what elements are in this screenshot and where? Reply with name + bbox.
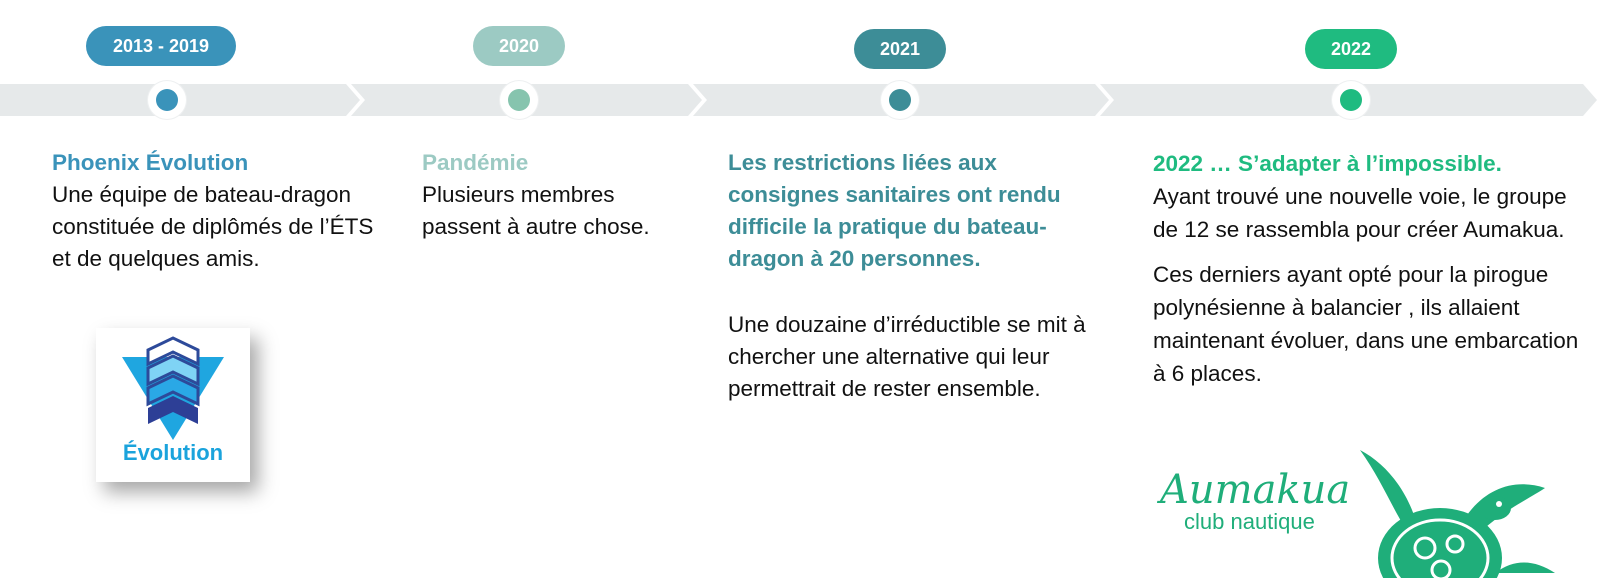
milestone-text-4 [1153, 147, 1581, 390]
milestone-title: 2022 … S’adapter à l’impossible. [1153, 151, 1502, 176]
period-pill-1: 2013 - 2019 [86, 26, 236, 66]
milestone-title: Les restrictions liées aux consignes sanitaires ont rendu difficile la pratique du bateau-dragon à 20 personnes. [728, 150, 1061, 271]
sea-turtle-icon [1345, 448, 1565, 578]
milestone-dot-3 [881, 81, 919, 119]
milestone-description: Une équipe de bateau-dragon constituée de diplômés de l’ÉTS et de quelques amis. [52, 182, 374, 271]
aumakua-logo-title: Aumakua [1160, 467, 1351, 513]
milestone-dot-2 [500, 81, 538, 119]
milestone-description: Plusieurs membres passent à autre chose. [422, 182, 650, 239]
period-pill-2: 2020 [473, 26, 565, 66]
milestone-description: Ayant trouvé une nouvelle voie, le groupe de 12 se rassembla pour créer Aumakua. [1153, 184, 1567, 242]
milestone-text-3 [728, 147, 1103, 405]
aumakua-logo-subtitle: club nautique [1184, 509, 1315, 534]
period-pill-4: 2022 [1305, 29, 1397, 69]
milestone-dot-1 [148, 81, 186, 119]
aumakua-logo [1160, 467, 1351, 534]
milestone-text-2 [422, 147, 682, 243]
milestone-title: Pandémie [422, 150, 529, 175]
milestone-description: Une douzaine d’irréductible se mit à chercher une alternative qui leur permettrait de rester ensemble. [728, 312, 1086, 401]
milestone-description: Ces derniers ayant opté pour la pirogue polynésienne à balancier , ils allaient maintenant évoluer, dans une embarcation à 6 places. [1153, 262, 1579, 386]
milestone-title: Phoenix Évolution [52, 150, 249, 175]
milestone-text-1 [52, 147, 382, 275]
evolution-logo [96, 328, 250, 482]
evolution-logo-text: Évolution [122, 440, 224, 465]
period-pill-3: 2021 [854, 29, 946, 69]
milestone-dot-4 [1332, 81, 1370, 119]
